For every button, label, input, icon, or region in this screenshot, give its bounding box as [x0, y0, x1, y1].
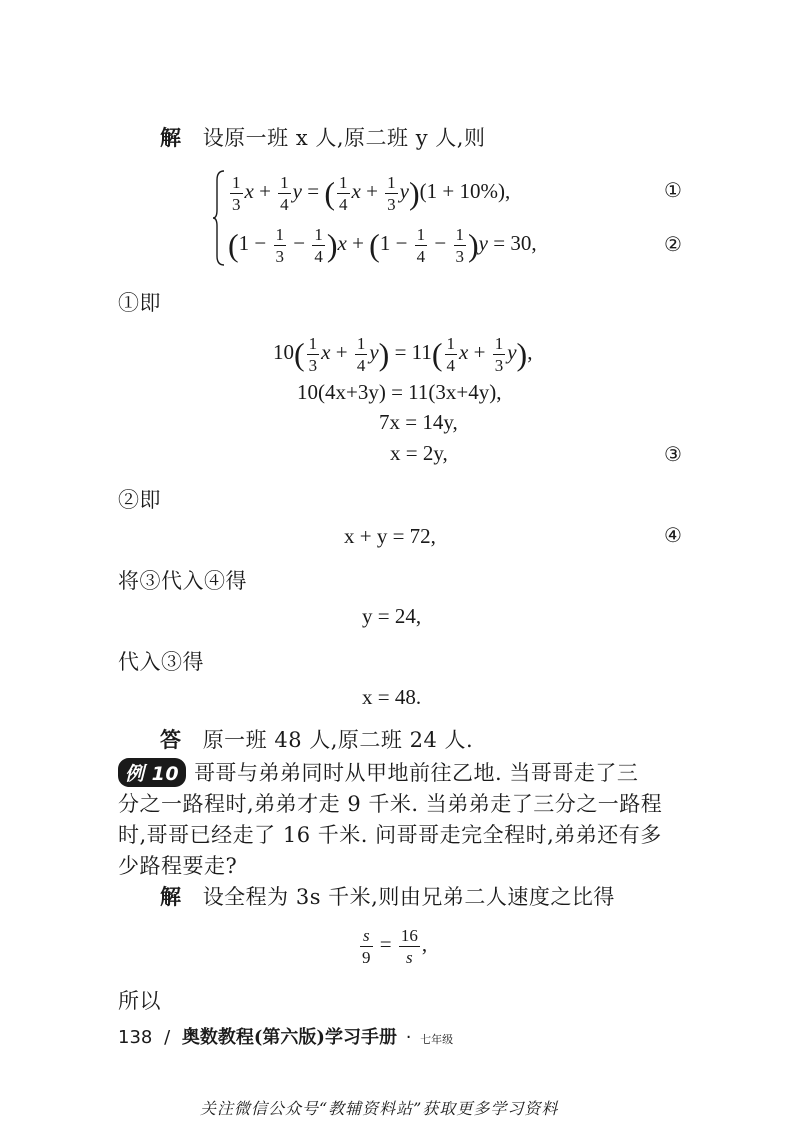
solution-intro — [160, 122, 485, 152]
solution2-label: 解 — [160, 884, 182, 909]
system-brace — [213, 170, 225, 266]
grade-label: 七年级 — [420, 1033, 454, 1046]
step1-lead: ①即 — [118, 291, 161, 315]
footer-slash: / — [164, 1027, 171, 1048]
equation-2-tag: ② — [664, 232, 682, 256]
example10-text1: 哥哥与弟弟同时从甲地前往乙地. 当哥哥走了三 — [194, 761, 639, 785]
answer — [160, 724, 473, 754]
step2-line: x + y = 72, — [344, 524, 436, 548]
equation-1-tag: ① — [664, 178, 682, 202]
solution-label: 解 — [160, 125, 182, 150]
solution2-after: 所以 — [118, 989, 161, 1013]
solution2-intro-text: 设全程为 3s 千米,则由兄弟二人速度之比得 — [202, 885, 615, 909]
ratio-equation: $\frac{s}{9}$ = $\frac{16}{s}$ , — [362, 925, 428, 967]
step1-line2: 10(4x+3y) = 11(3x+4y), — [297, 380, 502, 404]
step2-lead: ②即 — [118, 488, 161, 512]
step4-line: x = 48. — [362, 685, 422, 709]
example10-line4: 少路程要走? — [118, 854, 238, 878]
solution2-intro — [160, 881, 615, 911]
step1-line3: 7x = 14y, — [379, 410, 458, 434]
example10-line2: 分之一路程时,弟弟才走 9 千米. 当弟弟走了三分之一路程 — [118, 792, 663, 816]
step1-line1: 10( $\frac{1}{3}$ x + $\frac{1}{4}$ y) = 11( $\frac{1}{4}$ x + $\frac{1}{3}$ y), — [273, 333, 533, 375]
equation-3-tag: ③ — [664, 442, 682, 466]
example10-line3: 时,哥哥已经走了 16 千米. 问哥哥走完全程时,弟弟还有多 — [118, 823, 662, 847]
equation-4-tag: ④ — [664, 523, 682, 547]
page-number: 138 — [118, 1027, 153, 1048]
step3-lead: 将③代入④得 — [118, 569, 247, 593]
footer-dot: · — [405, 1027, 412, 1048]
answer-text: 原一班 48 人,原二班 24 人. — [202, 728, 474, 752]
book-title: 奥数教程(第六版)学习手册 — [181, 1027, 397, 1048]
example10-line1 — [118, 757, 638, 787]
page-footer — [118, 1023, 453, 1049]
equation-2: (1 − $\frac{1}{3}$ − $\frac{1}{4}$ )x + (1 − $\frac{1}{4}$ − $\frac{1}{3}$ )y = 30, — [228, 224, 537, 266]
step4-lead: 代入③得 — [118, 650, 204, 674]
equation-1: $\frac{1}{3}$ x + $\frac{1}{4}$ y = ( $\frac{1}{4}$ x + $\frac{1}{3}$ y)(1 + 10%), — [232, 172, 511, 214]
answer-label: 答 — [160, 727, 182, 752]
example-badge: 例 10 — [118, 758, 186, 787]
step3-line: y = 24, — [362, 604, 422, 628]
solution-intro-text: 设原一班 x 人,原二班 y 人,则 — [202, 126, 486, 150]
watermark-note: 关注微信公众号“教辅资料站”获取更多学习资料 — [200, 1099, 559, 1118]
step1-line4: x = 2y, — [390, 441, 448, 465]
